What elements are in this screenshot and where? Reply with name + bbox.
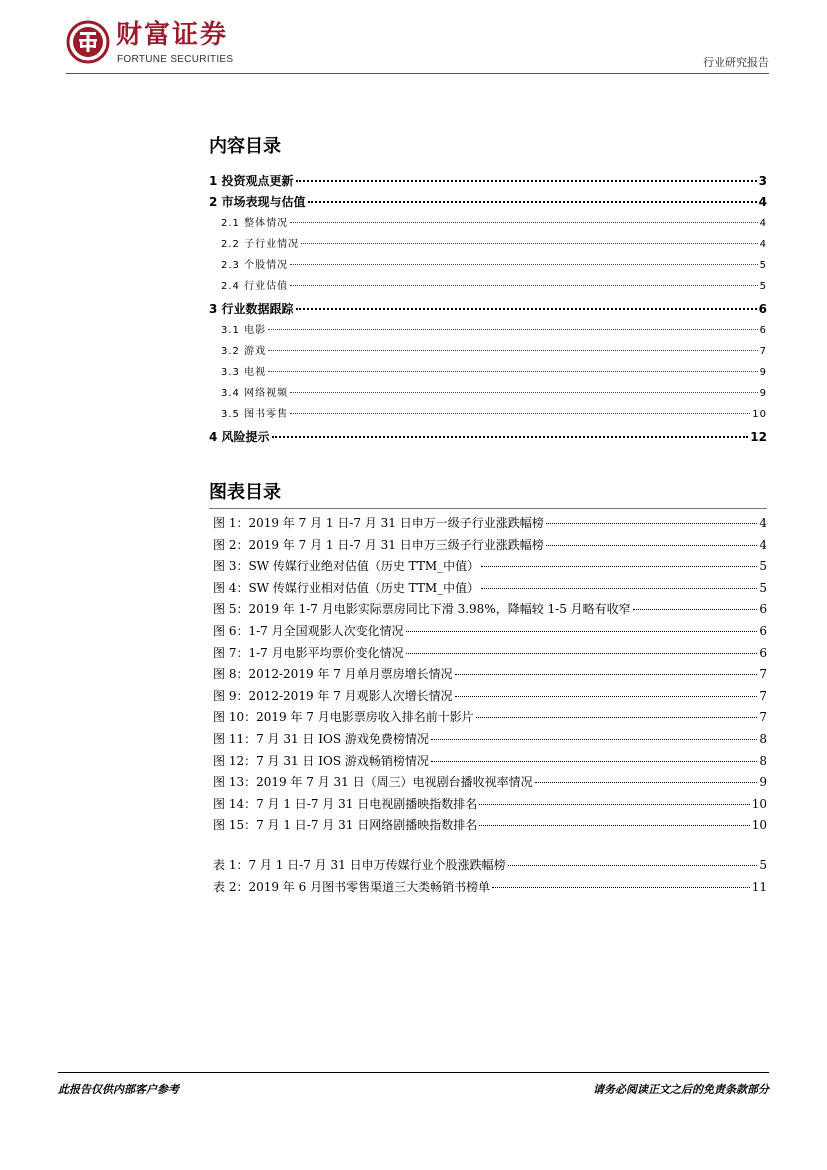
figure-list-item-page: 7 — [759, 688, 767, 703]
leader-dots — [479, 804, 750, 805]
figure-list-item-label: 图 7：1-7 月电影平均票价变化情况 — [213, 645, 404, 660]
figures-divider — [209, 508, 767, 509]
toc-item-label: 2.4 行业估值 — [221, 281, 289, 292]
toc-item-label: 3.2 游戏 — [221, 346, 267, 357]
toc-leader-dots — [268, 328, 758, 330]
figure-list-item-label: 图 2：2019 年 7 月 1 日-7 月 31 日申万三级子行业涨跌幅榜 — [213, 537, 544, 552]
brand-name: 财富证券 — [116, 20, 229, 50]
figure-list-item-label: 图 8：2012-2019 年 7 月单月票房增长情况 — [213, 667, 453, 682]
toc-item[interactable] — [209, 428, 767, 445]
table-list-item-page: 11 — [751, 880, 767, 894]
figure-list-item-label: 图 15：7 月 1 日-7 月 31 日网络剧播映指数排名 — [213, 818, 478, 833]
toc-item-page: 7 — [759, 346, 767, 357]
toc-leader-dots — [296, 307, 757, 310]
toc-item-page: 4 — [759, 218, 767, 229]
toc-leader-dots — [268, 370, 758, 372]
figure-list-item[interactable] — [213, 514, 767, 531]
toc-item-label: 3 行业数据跟踪 — [209, 302, 294, 316]
toc-item-label: 2 市场表现与估值 — [209, 195, 306, 209]
figures-title: 图表目录 — [209, 482, 281, 503]
toc-item-label: 2.2 子行业情况 — [221, 239, 300, 250]
leader-dots — [431, 739, 757, 740]
toc-item[interactable] — [209, 256, 767, 271]
figure-list-item-page: 6 — [759, 624, 767, 638]
leader-dots — [546, 523, 758, 524]
table-list-item[interactable] — [213, 878, 767, 895]
toc-item-label: 3.1 电影 — [221, 325, 267, 336]
leader-dots — [476, 717, 758, 718]
toc-item[interactable] — [209, 235, 767, 250]
toc-item[interactable] — [209, 363, 767, 378]
figure-list-item-page: 8 — [759, 732, 767, 746]
table-list-item[interactable] — [213, 856, 767, 873]
toc-item-page: 10 — [752, 409, 767, 420]
figure-list-item[interactable] — [213, 773, 767, 790]
toc-item[interactable] — [209, 214, 767, 229]
toc-item[interactable] — [209, 300, 767, 317]
figure-list-item[interactable] — [213, 752, 767, 769]
figure-list-item-page: 6 — [759, 602, 767, 617]
figure-list-item[interactable] — [213, 579, 767, 596]
figure-list-item-page: 4 — [759, 537, 767, 552]
toc-leader-dots — [290, 412, 750, 414]
figure-list-item-label: 图 12：7 月 31 日 IOS 游戏畅销榜情况 — [213, 753, 429, 768]
toc-item-page: 3 — [758, 174, 767, 188]
toc-item[interactable] — [209, 172, 767, 189]
toc-item[interactable] — [209, 384, 767, 399]
toc-item-label: 2.1 整体情况 — [221, 218, 289, 229]
figure-list-item[interactable] — [213, 536, 767, 553]
figure-list-item-page: 7 — [759, 710, 767, 725]
brand-name-en: FORTUNE SECURITIES — [117, 54, 234, 65]
figure-list-item[interactable] — [213, 622, 767, 639]
toc-item-page: 6 — [758, 302, 767, 316]
toc-item[interactable] — [209, 193, 767, 210]
toc-item-page: 5 — [759, 260, 767, 271]
toc-leader-dots — [290, 391, 758, 393]
toc-item-page: 9 — [759, 388, 767, 399]
figure-list-item-label: 图 14：7 月 1 日-7 月 31 日电视剧播映指数排名 — [213, 796, 478, 811]
figure-list-item[interactable] — [213, 816, 767, 833]
figure-list-item[interactable] — [213, 665, 767, 682]
leader-dots — [546, 545, 758, 546]
toc-item[interactable] — [209, 321, 767, 336]
leader-dots — [406, 631, 758, 632]
toc-item-label: 4 风险提示 — [209, 430, 270, 444]
figure-list-item-page: 10 — [751, 818, 767, 833]
figure-list-item[interactable] — [213, 730, 767, 747]
figure-list-item-label: 图 1：2019 年 7 月 1 日-7 月 31 日申万一级子行业涨跌幅榜 — [213, 516, 544, 530]
figure-list-item-page: 5 — [759, 580, 767, 595]
figure-list-item-page: 9 — [759, 775, 767, 790]
figure-list-item-label: 图 4：SW 传媒行业相对估值（历史 TTM_中值） — [213, 580, 480, 595]
footer-disclaimer: 请务必阅读正文之后的免责条款部分 — [593, 1083, 769, 1096]
toc-leader-dots — [268, 349, 758, 351]
toc-item-page: 4 — [758, 195, 767, 209]
figure-list-item-page: 7 — [759, 667, 767, 682]
toc-title: 内容目录 — [209, 136, 281, 157]
figure-list-item-page: 4 — [759, 516, 767, 530]
leader-dots — [481, 588, 757, 589]
toc-leader-dots — [308, 200, 757, 203]
toc-item[interactable] — [209, 405, 767, 420]
toc-item[interactable] — [209, 342, 767, 357]
figure-list-item[interactable] — [213, 557, 767, 574]
leader-dots — [431, 761, 757, 762]
leader-dots — [508, 865, 758, 866]
toc-leader-dots — [290, 221, 758, 223]
toc-leader-dots — [290, 263, 758, 265]
leader-dots — [492, 887, 750, 888]
header-divider — [66, 73, 769, 74]
leader-dots — [479, 825, 750, 826]
table-list-item-label: 表 2：2019 年 6 月图书零售渠道三大类畅销书榜单 — [213, 880, 491, 894]
leader-dots — [535, 782, 758, 783]
figure-list-item-label: 图 10：2019 年 7 月电影票房收入排名前十影片 — [213, 710, 474, 725]
table-list-item-label: 表 1：7 月 1 日-7 月 31 日申万传媒行业个股涨跌幅榜 — [213, 858, 506, 872]
leader-dots — [406, 653, 758, 654]
leader-dots — [455, 696, 758, 697]
figure-list-item-label: 图 5：2019 年 1-7 月电影实际票房同比下滑 3.98%，降幅较 1-5 月略有收窄 — [213, 602, 631, 617]
figure-list-item-page: 10 — [751, 796, 767, 811]
toc-leader-dots — [272, 435, 749, 438]
report-type: 行业研究报告 — [703, 56, 769, 69]
toc-item-page: 12 — [750, 430, 767, 444]
toc-item-page: 4 — [759, 239, 767, 250]
toc-item-label: 2.3 个股情况 — [221, 260, 289, 271]
leader-dots — [481, 566, 757, 567]
leader-dots — [633, 609, 758, 610]
toc-item-page: 5 — [759, 281, 767, 292]
leader-dots — [455, 674, 758, 675]
toc-item-page: 9 — [759, 367, 767, 378]
toc-item[interactable] — [209, 277, 767, 292]
toc-item-label: 3.5 图书零售 — [221, 409, 289, 420]
figure-list-item-page: 5 — [759, 559, 767, 574]
figure-list-item[interactable] — [213, 600, 767, 617]
toc-item-page: 6 — [759, 325, 767, 336]
figure-list-item-page: 8 — [759, 753, 767, 768]
figure-list-item[interactable] — [213, 644, 767, 661]
footer-divider — [58, 1072, 769, 1073]
toc-leader-dots — [290, 284, 758, 286]
footer-notice: 此报告仅供内部客户参考 — [58, 1083, 179, 1096]
figure-list-item-page: 6 — [759, 645, 767, 660]
figure-list-item[interactable] — [213, 795, 767, 812]
figure-list-item-label: 图 11：7 月 31 日 IOS 游戏免费榜情况 — [213, 732, 429, 746]
figure-list-item[interactable] — [213, 687, 767, 704]
fortune-seal-icon — [66, 20, 110, 64]
figure-list-item-label: 图 13：2019 年 7 月 31 日（周三）电视剧台播收视率情况 — [213, 775, 533, 790]
figure-list-item[interactable] — [213, 708, 767, 725]
toc-item-label: 3.3 电视 — [221, 367, 267, 378]
table-list-item-page: 5 — [759, 858, 767, 872]
toc-item-label: 3.4 网络视频 — [221, 388, 289, 399]
toc-leader-dots — [296, 179, 757, 182]
figure-list-item-label: 图 3：SW 传媒行业绝对估值（历史 TTM_中值） — [213, 559, 480, 574]
figure-list-item-label: 图 6：1-7 月全国观影人次变化情况 — [213, 624, 404, 638]
figure-list-item-label: 图 9：2012-2019 年 7 月观影人次增长情况 — [213, 688, 453, 703]
toc-leader-dots — [301, 242, 758, 244]
toc-item-label: 1 投资观点更新 — [209, 174, 294, 188]
